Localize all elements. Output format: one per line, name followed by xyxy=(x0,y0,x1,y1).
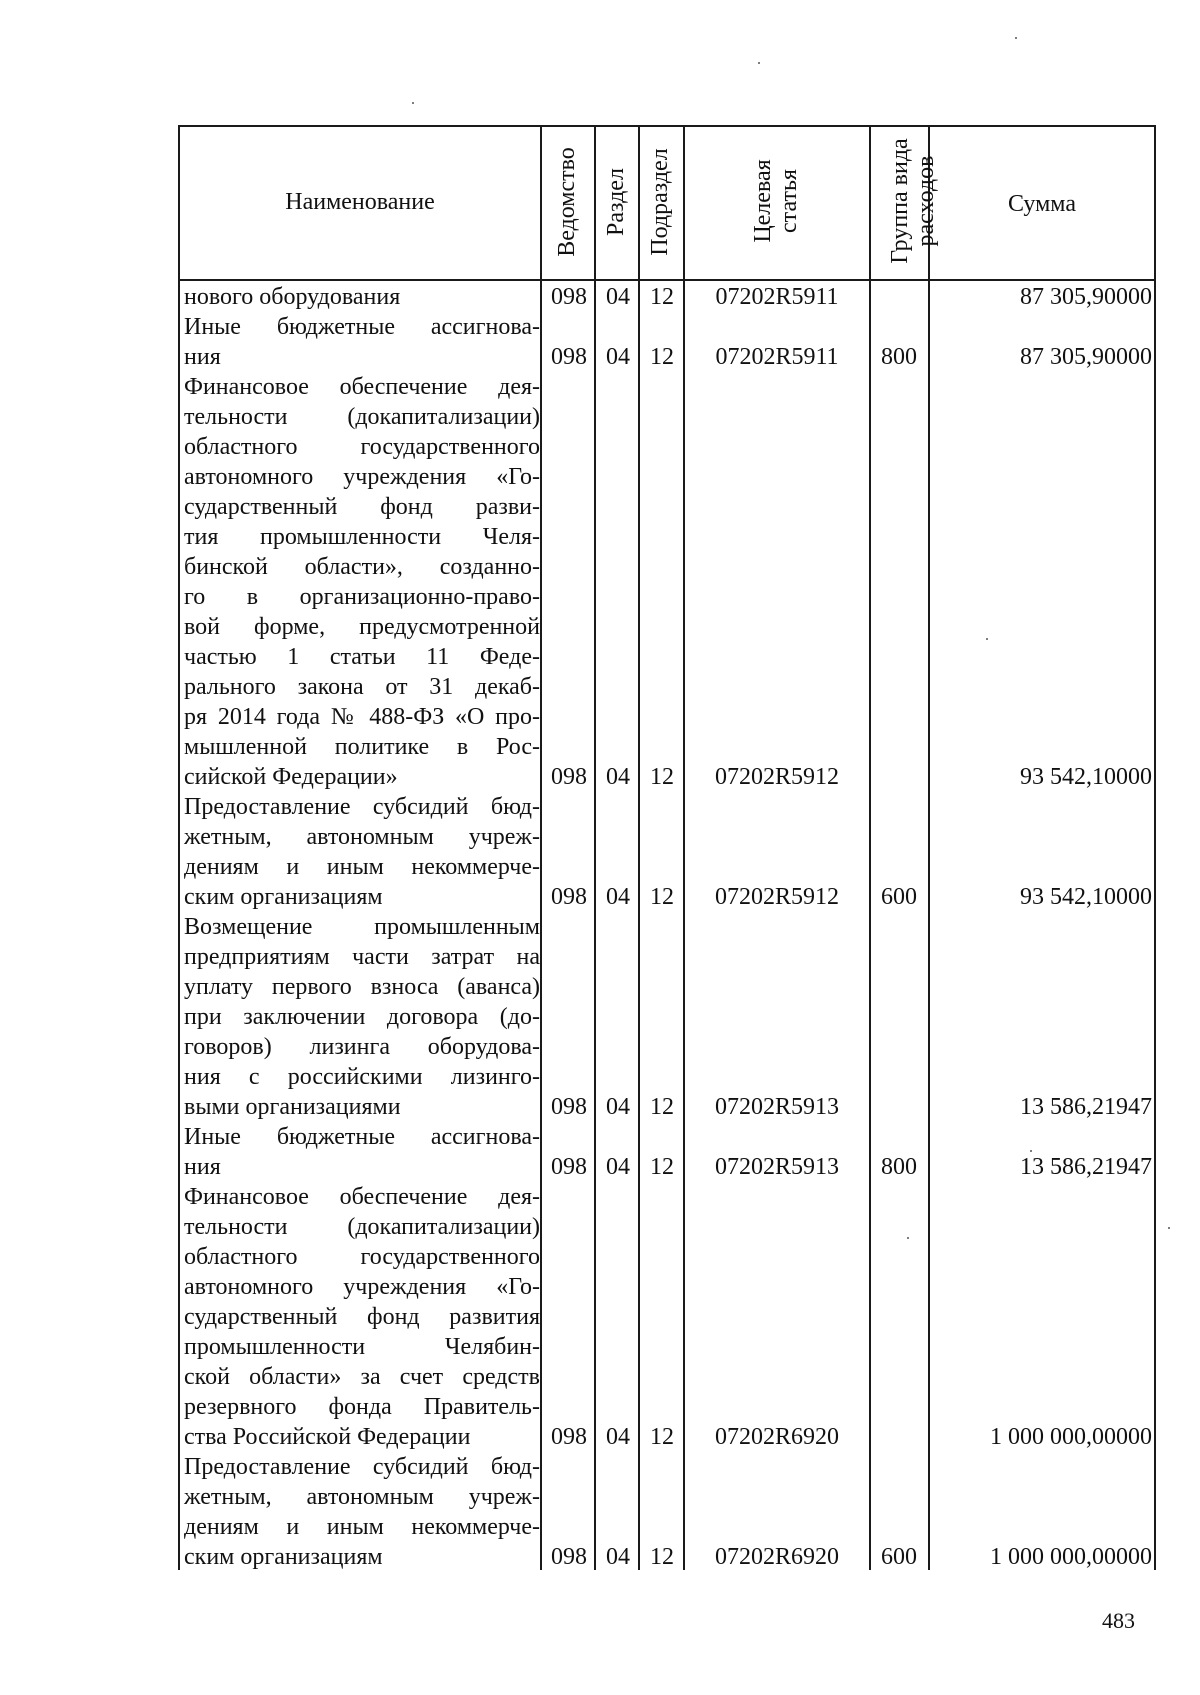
header-right-border xyxy=(1154,125,1156,281)
cell-podrazdel: 12 xyxy=(650,1424,674,1450)
column-border-celevaya xyxy=(869,125,871,1570)
scan-speck xyxy=(907,1237,909,1239)
cell-name-line: автономного учреждения «Го- xyxy=(184,1274,540,1300)
scan-speck xyxy=(1030,1150,1032,1152)
cell-name-line: ским организациям xyxy=(184,884,383,910)
header-name: Наименование xyxy=(285,189,435,215)
column-border-vedomstvo xyxy=(594,125,596,1570)
cell-podrazdel: 12 xyxy=(650,284,674,310)
cell-name xyxy=(184,792,540,912)
header-celevaya xyxy=(750,141,802,261)
header-razdel: Раздел xyxy=(603,168,629,236)
cell-vedomstvo: 098 xyxy=(551,1094,587,1120)
cell-name-line: Финансовое обеспечение дея- xyxy=(184,1184,540,1210)
cell-summa: 87 305,90000 xyxy=(1020,344,1152,370)
header-celevaya-line1: Целевая xyxy=(750,159,776,243)
cell-name-line: уплату первого взноса (аванса) xyxy=(184,974,540,1000)
cell-gruppa: 600 xyxy=(881,884,917,910)
cell-name xyxy=(184,372,540,792)
header-summa: Сумма xyxy=(1008,191,1076,217)
cell-razdel: 04 xyxy=(606,1094,630,1120)
cell-name-line: Иные бюджетные ассигнова- xyxy=(184,314,540,340)
cell-podrazdel: 12 xyxy=(650,1154,674,1180)
cell-vedomstvo: 098 xyxy=(551,1154,587,1180)
cell-name-line: ния xyxy=(184,344,221,370)
cell-name xyxy=(184,282,540,312)
cell-name xyxy=(184,1182,540,1452)
cell-razdel: 04 xyxy=(606,1544,630,1570)
table-top-border xyxy=(178,125,1156,127)
cell-vedomstvo: 098 xyxy=(551,1424,587,1450)
cell-name-line: при заключении договора (до- xyxy=(184,1004,540,1030)
cell-name-line: ским организациям xyxy=(184,1544,383,1570)
scan-speck xyxy=(412,102,414,104)
cell-vedomstvo: 098 xyxy=(551,884,587,910)
cell-summa: 13 586,21947 xyxy=(1020,1154,1152,1180)
header-gruppa-line2: расходов xyxy=(913,155,939,247)
cell-name-line: Возмещение промышленным xyxy=(184,914,540,940)
column-border-razdel xyxy=(638,125,640,1570)
cell-name-line: сударственный фонд разви- xyxy=(184,494,540,520)
header-celevaya-line2: статья xyxy=(776,169,802,233)
cell-name-line: ской области» за счет средств xyxy=(184,1364,540,1390)
cell-name-line: ния xyxy=(184,1154,221,1180)
column-border-podrazdel xyxy=(683,125,685,1570)
cell-name-line: ря 2014 года № 488-ФЗ «О про- xyxy=(184,704,540,730)
cell-name-line: автономного учреждения «Го- xyxy=(184,464,540,490)
cell-name-line: тельности (докапитализации) xyxy=(184,404,540,430)
cell-summa: 1 000 000,00000 xyxy=(990,1424,1152,1450)
cell-name-line: Иные бюджетные ассигнова- xyxy=(184,1124,540,1150)
scan-speck xyxy=(1015,37,1017,39)
cell-razdel: 04 xyxy=(606,884,630,910)
cell-gruppa: 600 xyxy=(881,1544,917,1570)
column-border-gruppa xyxy=(928,125,930,1570)
cell-name-line: вой форме, предусмотренной xyxy=(184,614,540,640)
cell-gruppa: 800 xyxy=(881,344,917,370)
cell-summa: 93 542,10000 xyxy=(1020,764,1152,790)
header-vedomstvo: Ведомство xyxy=(554,147,580,257)
cell-vedomstvo: 098 xyxy=(551,1544,587,1570)
cell-podrazdel: 12 xyxy=(650,344,674,370)
cell-name-line: Предоставление субсидий бюд- xyxy=(184,1454,540,1480)
cell-podrazdel: 12 xyxy=(650,1544,674,1570)
cell-celevaya: 07202R5913 xyxy=(714,1154,839,1180)
cell-name-line: сударственный фонд развития xyxy=(184,1304,540,1330)
cell-razdel: 04 xyxy=(606,1424,630,1450)
cell-name-line: дениям и иным некоммерче- xyxy=(184,1514,540,1540)
cell-name-line: жетным, автономным учреж- xyxy=(184,824,540,850)
cell-gruppa: 800 xyxy=(881,1154,917,1180)
cell-razdel: 04 xyxy=(606,1154,630,1180)
cell-name-line: частью 1 статьи 11 Феде- xyxy=(184,644,540,670)
scan-speck xyxy=(986,638,988,640)
cell-name-line: бинской области», созданно- xyxy=(184,554,540,580)
cell-name-line: рального закона от 31 декаб- xyxy=(184,674,540,700)
cell-summa: 13 586,21947 xyxy=(1020,1094,1152,1120)
page-number: 483 xyxy=(1102,1608,1135,1633)
cell-name-line: дениям и иным некоммерче- xyxy=(184,854,540,880)
header-gruppa-line1: Группа вида xyxy=(887,138,913,264)
cell-name-line: областного государственного xyxy=(184,1244,540,1270)
cell-vedomstvo: 098 xyxy=(551,284,587,310)
column-border-right xyxy=(1154,281,1156,1570)
cell-name-line: нового оборудования xyxy=(184,284,401,310)
column-border-left xyxy=(178,125,180,1570)
scan-speck xyxy=(758,62,760,64)
cell-name-line: выми организациями xyxy=(184,1094,401,1120)
cell-name-line: промышленности Челябин- xyxy=(184,1334,540,1360)
cell-celevaya: 07202R5911 xyxy=(715,344,839,370)
cell-podrazdel: 12 xyxy=(650,764,674,790)
column-border-name xyxy=(540,125,542,1570)
cell-podrazdel: 12 xyxy=(650,884,674,910)
cell-razdel: 04 xyxy=(606,764,630,790)
cell-name xyxy=(184,312,540,372)
cell-celevaya: 07202R6920 xyxy=(714,1424,839,1450)
cell-razdel: 04 xyxy=(606,284,630,310)
cell-name xyxy=(184,912,540,1122)
cell-name-line: ства Российской Федерации xyxy=(184,1424,471,1450)
cell-celevaya: 07202R5912 xyxy=(714,764,839,790)
cell-vedomstvo: 098 xyxy=(551,344,587,370)
scan-speck xyxy=(1168,1227,1170,1229)
cell-vedomstvo: 098 xyxy=(551,764,587,790)
cell-name-line: говоров) лизинга оборудова- xyxy=(184,1034,540,1060)
cell-summa: 87 305,90000 xyxy=(1020,284,1152,310)
cell-celevaya: 07202R5911 xyxy=(715,284,839,310)
cell-name-line: го в организационно-право- xyxy=(184,584,540,610)
cell-name-line: тия промышленности Челя- xyxy=(184,524,540,550)
table-header-bottom-border xyxy=(178,279,1156,281)
cell-name-line: ния с российскими лизинго- xyxy=(184,1064,540,1090)
cell-name-line: мышленной политике в Рос- xyxy=(184,734,540,760)
header-podrazdel: Подраздел xyxy=(647,148,673,256)
cell-celevaya: 07202R6920 xyxy=(714,1544,839,1570)
cell-name-line: Финансовое обеспечение дея- xyxy=(184,374,540,400)
cell-name-line: сийской Федерации» xyxy=(184,764,398,790)
cell-name xyxy=(184,1122,540,1182)
cell-celevaya: 07202R5912 xyxy=(714,884,839,910)
cell-celevaya: 07202R5913 xyxy=(714,1094,839,1120)
cell-summa: 93 542,10000 xyxy=(1020,884,1152,910)
cell-name-line: предприятиям части затрат на xyxy=(184,944,540,970)
cell-name-line: тельности (докапитализации) xyxy=(184,1214,540,1240)
cell-name-line: жетным, автономным учреж- xyxy=(184,1484,540,1510)
cell-name xyxy=(184,1452,540,1572)
cell-name-line: Предоставление субсидий бюд- xyxy=(184,794,540,820)
cell-name-line: резервного фонда Правитель- xyxy=(184,1394,540,1420)
cell-name-line: областного государственного xyxy=(184,434,540,460)
cell-summa: 1 000 000,00000 xyxy=(990,1544,1152,1570)
cell-razdel: 04 xyxy=(606,344,630,370)
cell-podrazdel: 12 xyxy=(650,1094,674,1120)
